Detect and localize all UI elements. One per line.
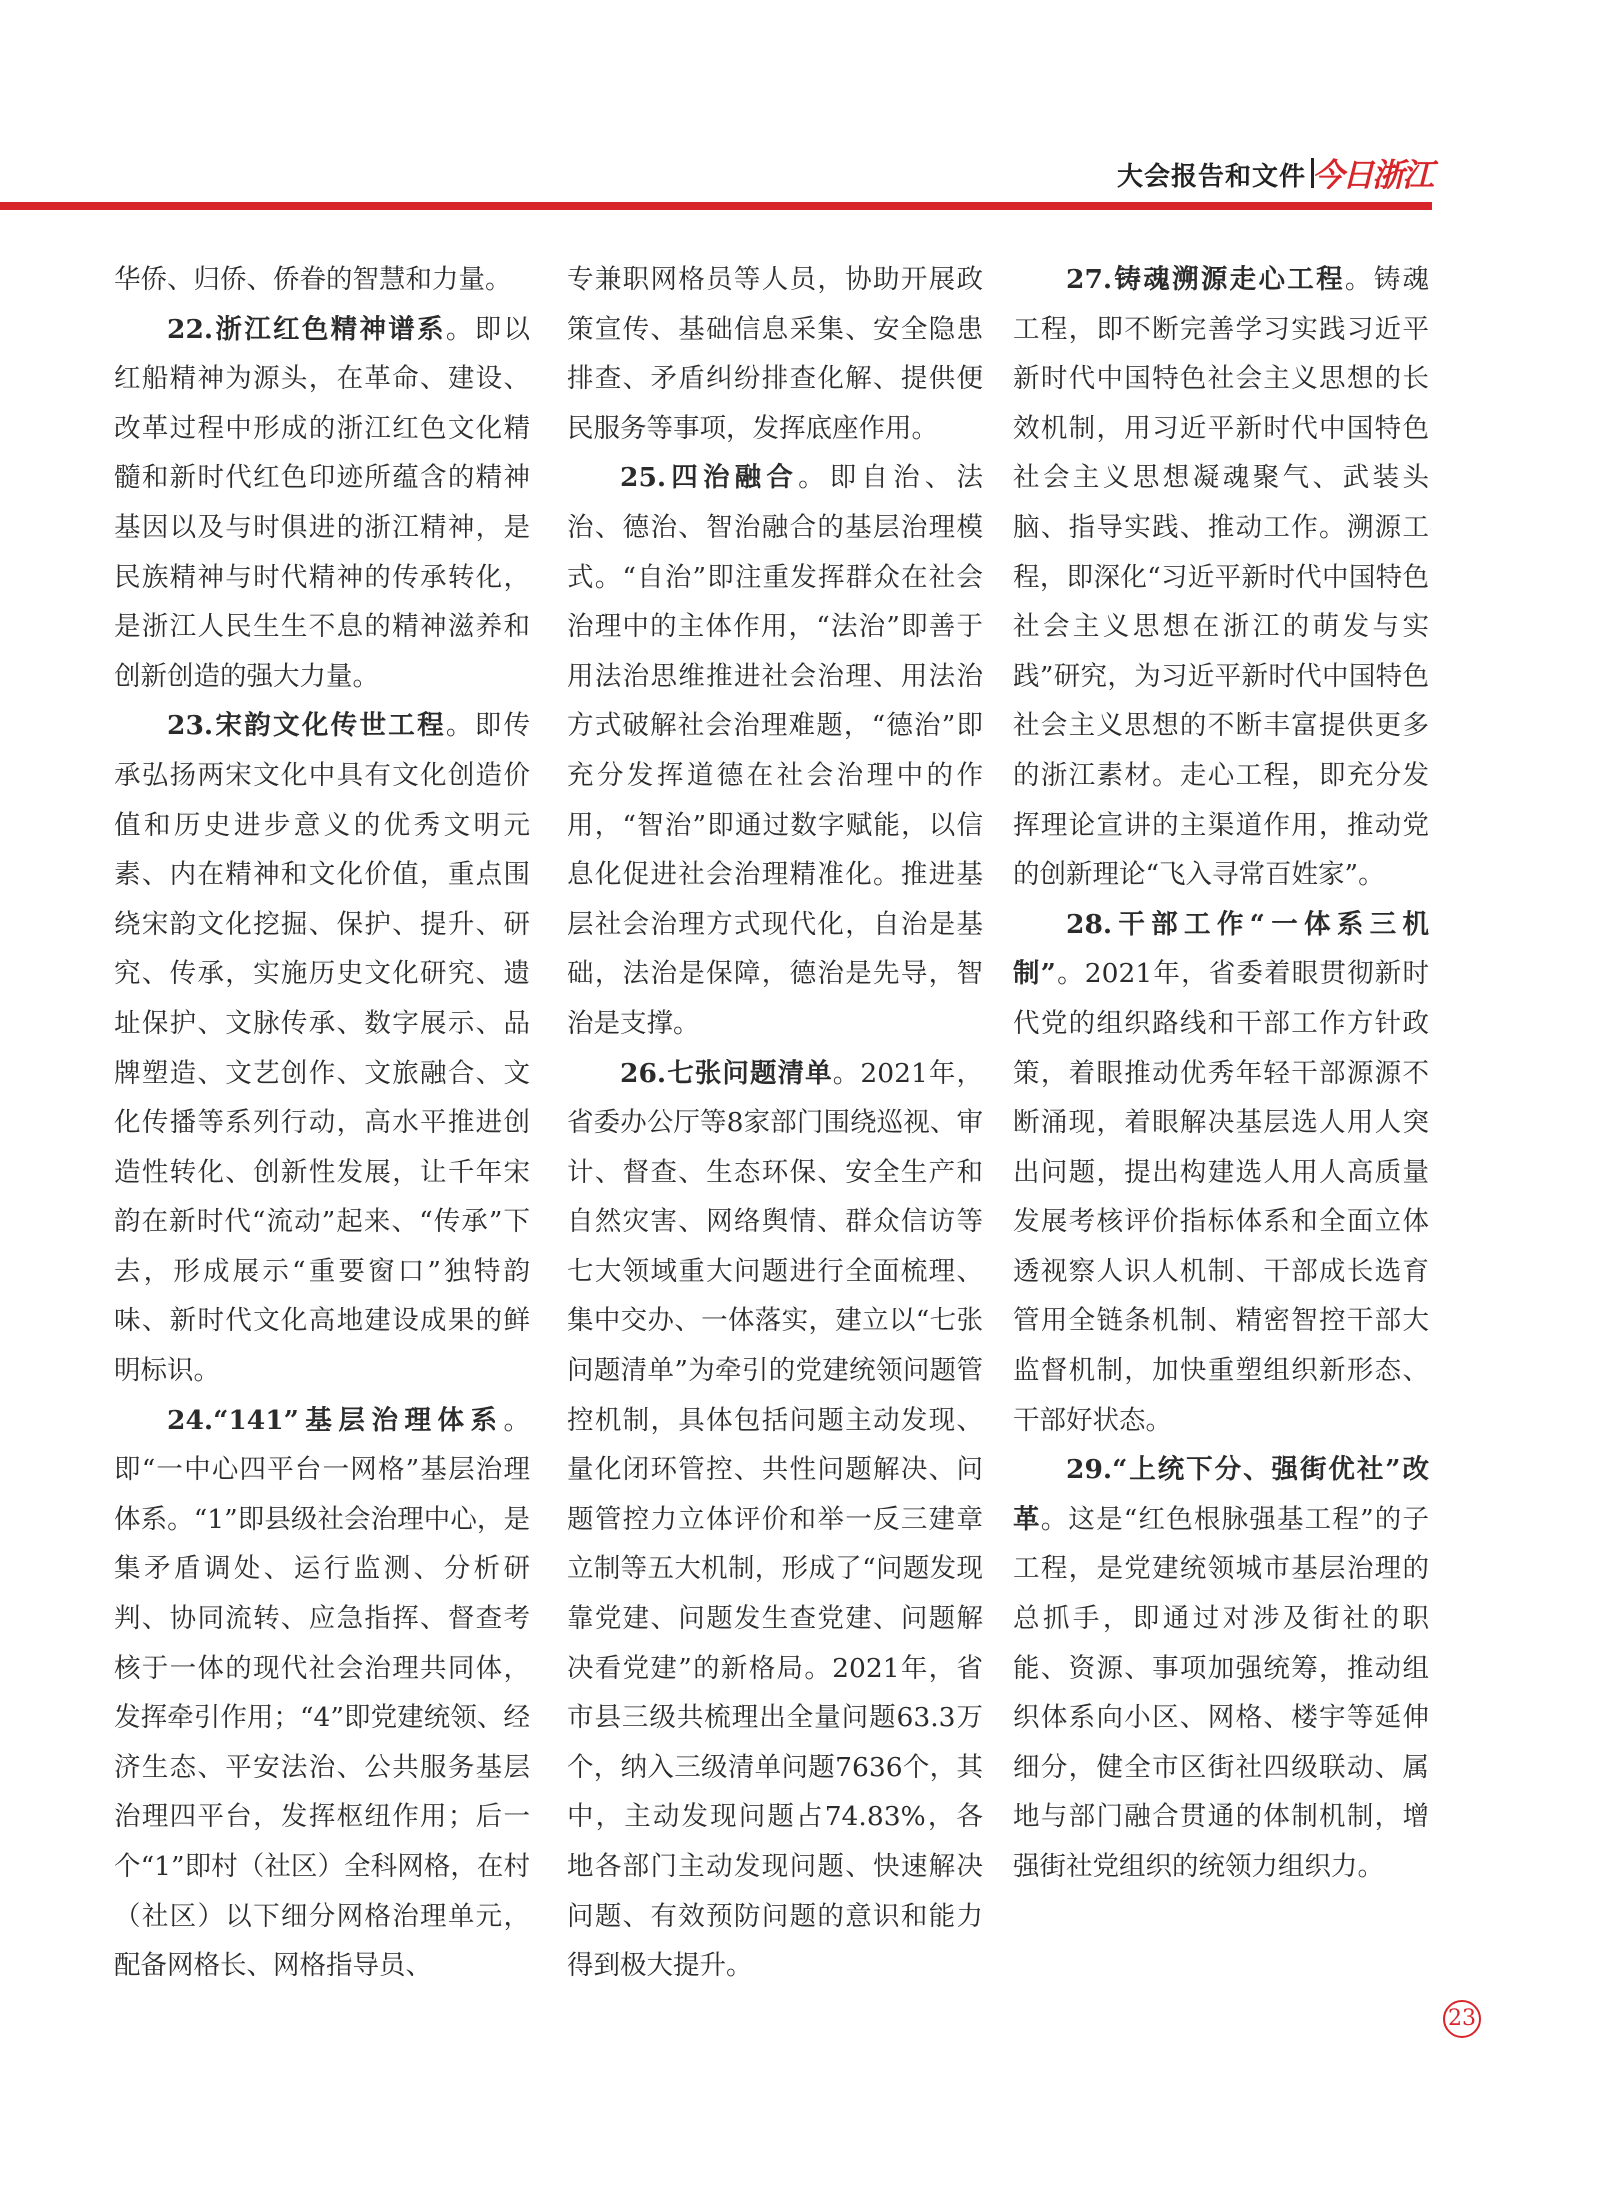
section-title: 大会报告和文件 — [1116, 162, 1306, 192]
item-heading: 23.宋韵文化传世工程 — [167, 710, 446, 742]
item-text: 。铸魂工程，即不断完善学习实践习近平新时代中国特色社会主义思想的长效机制，用习近平新时代中国特色社会主义思想凝魂聚气、武装头脑、指导实践、推动工作。溯源工程，即深化“习近平新时代中国特色社会主义思想在浙江的萌发与实践”研究，为习近平新时代中国特色社会主义思想的不断丰富提供更多的浙江素材。走心工程，即充分发挥理论宣讲的主渠道作用，推动党的创新理论“飞入寻常百姓家”。 — [1013, 264, 1430, 891]
magazine-logo: 今日浙江 — [1311, 156, 1432, 194]
item-text: 华侨、归侨、侨眷的智慧和力量。 — [114, 264, 512, 295]
page-number: 23 — [1443, 2000, 1481, 2038]
item-text: 。即传承弘扬两宋文化中具有文化创造价值和历史进步意义的优秀文明元素、内在精神和文化价值，重点围绕宋韵文化挖掘、保护、提升、研究、传承，实施历史文化研究、遗址保护、文脉传承、数字展示、品牌塑造、文艺创作、文旅融合、文化传播等系列行动，高水平推进创造性转化、创新性发展，让千年宋韵在新时代“流动”起来、“传承”下去，形成展示“重要窗口”独特韵味、新时代文化高地建设成果的鲜明标识。 — [114, 710, 531, 1387]
glossary-item — [1013, 900, 1429, 1446]
item-heading: 28.干部工作“一体系三机制” — [1013, 908, 1429, 990]
item-text: 。即以红船精神为源头，在革命、建设、改革过程中形成的浙江红色文化精髓和新时代红色印迹所蕴含的精神基因以及与时俱进的浙江精神，是民族精神与时代精神的传承转化，是浙江人民生生不息的精神滋养和创新创造的强大力量。 — [114, 313, 531, 692]
item-heading: 26.七张问题清单 — [620, 1057, 833, 1089]
item-text: 。即自治、法治、德治、智治融合的基层治理模式。“自治”即注重发挥群众在社会治理中的主体作用，“法治”即善于用法治思维推进社会治理、用法治方式破解社会治理难题，“德治”即充分发挥道德在社会治理中的作用，“智治”即通过数字赋能，以信息化促进社会治理精准化。推进基层社会治理方式现代化，自治是基础，法治是保障，德治是先导，智治是支撑。 — [567, 462, 984, 1039]
text-column-2 — [567, 255, 983, 1991]
text-column-1 — [114, 255, 530, 1991]
glossary-item — [114, 701, 530, 1395]
page-header — [0, 148, 1432, 198]
item-text: 。2021年，省委着眼贯彻新时代党的组织路线和干部工作方针政策，着眼推动优秀年轻干部源源不断涌现，着眼解决基层选人用人突出问题，提出构建选人用人高质量发展考核评价指标体系和全面立体透视察人识人机制、干部成长选育管用全链条机制、精密智控干部大监督机制，加快重塑组织新形态、干部好状态。 — [1013, 958, 1429, 1436]
glossary-item — [1013, 255, 1429, 900]
glossary-item — [567, 1049, 983, 1991]
item-heading: 29.“上统下分、强街优社”改革 — [1013, 1454, 1429, 1535]
glossary-item — [1013, 1445, 1429, 1891]
continuation-paragraph — [114, 255, 530, 305]
item-text: 专兼职网格员等人员，协助开展政策宣传、基础信息采集、安全隐患排查、矛盾纠纷排查化解、提供便民服务等事项，发挥底座作用。 — [567, 264, 983, 444]
glossary-item — [114, 305, 530, 702]
item-text: 。这是“红色根脉强基工程”的子工程，是党建统领城市基层治理的总抓手，即通过对涉及街社的职能、资源、事项加强统筹，推动组织体系向小区、网格、楼宇等延伸细分，健全市区街社四级联动、属地与部门融合贯通的体制机制，增强街社党组织的统领力组织力。 — [1013, 1503, 1429, 1882]
item-heading: 27.铸魂溯源走心工程 — [1066, 264, 1345, 295]
continuation-paragraph — [567, 255, 983, 453]
item-heading: 22.浙江红色精神谱系 — [167, 313, 446, 345]
text-column-3 — [1013, 255, 1429, 1892]
item-heading: 24.“141”基层治理体系 — [167, 1404, 504, 1436]
header-rule — [0, 202, 1432, 210]
item-text: 。2021年，省委办公厅等8家部门围绕巡视、审计、督查、生态环保、安全生产和自然灾害、网络舆情、群众信访等七大领域重大问题进行全面梳理、集中交办、一体落实，建立以“七张问题清单”为牵引的党建统领问题管控机制，具体包括问题主动发现、量化闭环管控、共性问题解决、问题管控力立体评价和举一反三建章立制等五大机制，形成了“问题发现靠党建、问题发生查党建、问题解决看党建”的新格局。2021年，省市县三级共梳理出全量问题63.3万个，纳入三级清单问题7636个，其中，主动发现问题占74.83%，各地各部门主动发现问题、快速解决问题、有效预防问题的意识和能力得到极大提升。 — [567, 1057, 983, 1982]
glossary-item — [567, 453, 983, 1048]
glossary-item — [114, 1396, 530, 1991]
item-heading: 25.四治融合 — [620, 462, 799, 494]
item-text: 。即“一中心四平台一网格”基层治理体系。“1”即县级社会治理中心，是集矛盾调处、运行监测、分析研判、协同流转、应急指挥、督查考核于一体的现代社会治理共同体，发挥牵引作用；“4”即党建统领、经济生态、平安法治、公共服务基层治理四平台，发挥枢纽作用；后一个“1”即村（社区）全科网格，在村（社区）以下细分网格治理单元，配备网格长、网格指导员、 — [114, 1404, 530, 1982]
